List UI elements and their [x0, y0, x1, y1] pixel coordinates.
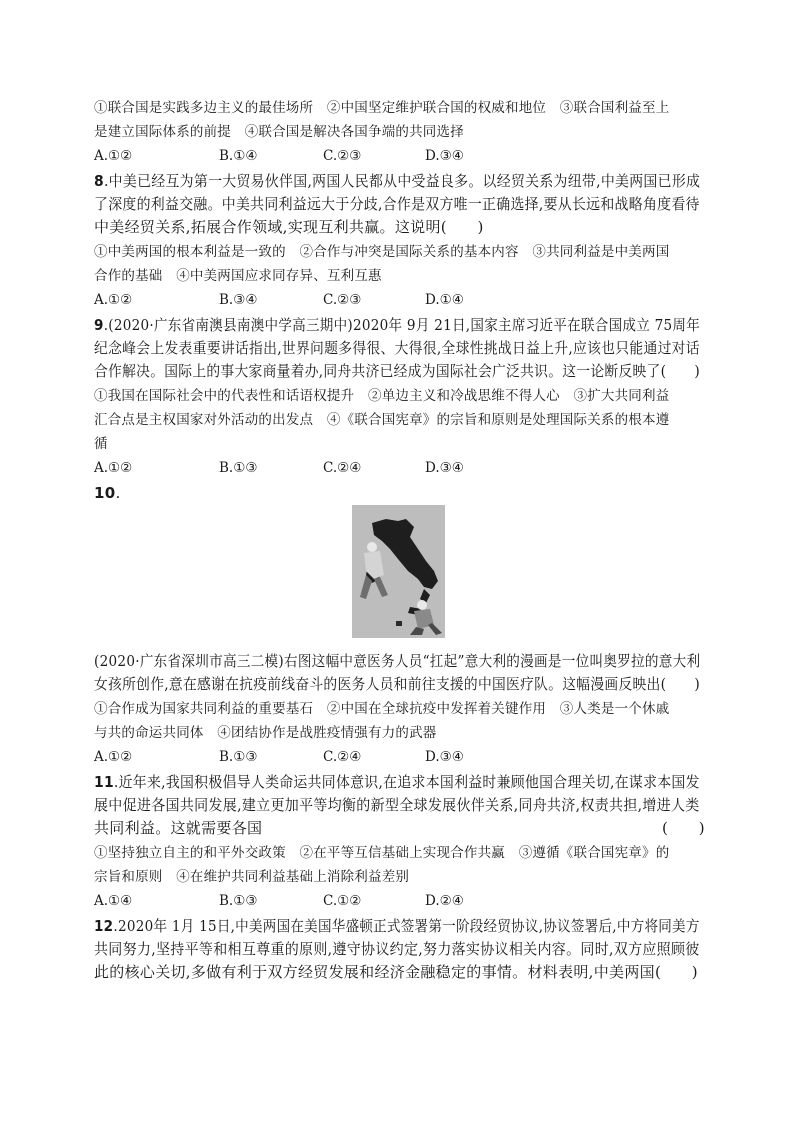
q11-statement-line-1: ①坚持独立自主的和平外交政策 ②在平等互信基础上实现合作共赢 ③遵循《联合国宪章》的 [94, 845, 670, 861]
q10-option-b[interactable]: B.①③ [219, 749, 258, 765]
italy-cartoon-illustration [352, 505, 445, 638]
q7-statement-line-1: ①联合国是实践多边主义的最佳场所 ②中国坚定维护联合国的权威和地位 ③联合国利益至上 [94, 100, 670, 116]
q8-option-c[interactable]: C.②③ [323, 292, 362, 308]
q10-stem-line-2: 女孩所创作,意在感谢在抗疫前线奋斗的医务人员和前往支援的中国医疗队。这幅漫画反映出( ) [94, 675, 700, 693]
q7-option-d[interactable]: D.③④ [425, 148, 464, 164]
q9-number: 9 [94, 316, 104, 334]
q9-statement-line-1: ①我国在国际社会中的代表性和话语权提升 ②单边主义和冷战思维不得人心 ③扩大共同利益 [94, 388, 670, 404]
q8-statement-line-2: 合作的基础 ④中美两国应求同存异、互利互惠 [94, 268, 382, 284]
q11-stem-line-1: 11.近年来,我国积极倡导人类命运共同体意识,在追求本国利益时兼顾他国合理关切,在谋求本国发 [94, 773, 700, 791]
q10-statement-line-2: 与共的命运共同体 ④团结协作是战胜疫情强有力的武器 [94, 725, 437, 741]
q11-option-c[interactable]: C.①② [323, 893, 362, 909]
q10-number: 10 [94, 484, 116, 502]
q12-stem-line-3: 此的核心关切,多做有利于双方经贸发展和经济金融稳定的事情。材料表明,中美两国( ) [94, 963, 698, 981]
q12-stem-line-1: 12.2020年 1月 15日,中美两国在美国华盛顿正式签署第一阶段经贸协议,协议签署后,中方将同美方 [94, 917, 700, 935]
q12-stem-line-2: 共同努力,坚持平等和相互尊重的原则,遵守协议约定,努力落实协议相关内容。同时,双方应照顾彼 [94, 940, 700, 958]
q8-option-d[interactable]: D.①④ [425, 292, 464, 308]
q10-option-c[interactable]: C.②④ [323, 749, 362, 765]
q8-statement-line-1: ①中美两国的根本利益是一致的 ②合作与冲突是国际关系的基本内容 ③共同利益是中美两国 [94, 244, 670, 260]
q11-option-d[interactable]: D.②④ [425, 893, 464, 909]
q10-statement-line-1: ①合作成为国家共同利益的重要基石 ②中国在全球抗疫中发挥着关键作用 ③人类是一个休戚 [94, 701, 670, 717]
q7-option-b[interactable]: B.①④ [219, 148, 258, 164]
q11-option-a[interactable]: A.①④ [94, 893, 133, 909]
q7-option-c[interactable]: C.②③ [323, 148, 362, 164]
q10-number-line: 10. [94, 484, 121, 502]
q10-stem-line-1: (2020·广东省深圳市高三二模)右图这幅中意医务人员“扛起”意大利的漫画是一位叫奥罗拉的意大利 [94, 652, 701, 670]
q9-option-d[interactable]: D.③④ [425, 460, 464, 476]
q9-stem-line-1: 9.(2020·广东省南澳县南澳中学高三期中)2020年 9月 21日,国家主席习近平在联合国成立 75周年 [94, 316, 701, 334]
q8-stem-line-3: 中美经贸关系,拓展合作领域,实现互利共赢。这说明( ) [94, 218, 484, 236]
q9-stem-line-3: 合作解决。国际上的事大家商量着办,同舟共济已经成为国际社会广泛共识。这一论断反映了( ) [94, 362, 700, 380]
q8-option-a[interactable]: A.①② [94, 292, 133, 308]
q12-number: 12 [94, 917, 114, 935]
q7-statement-line-2: 是建立国际体系的前提 ④联合国是解决各国争端的共同选择 [94, 124, 464, 140]
q7-option-a[interactable]: A.①② [94, 148, 133, 164]
q11-statement-line-2: 宗旨和原则 ④在维护共同利益基础上消除利益差别 [94, 869, 410, 885]
q9-statement-line-2: 汇合点是主权国家对外活动的出发点 ④《联合国宪章》的宗旨和原则是处理国际关系的根本遵 [94, 412, 670, 428]
q11-answer-paren: ( ) [662, 819, 705, 837]
italy-cartoon-figure [352, 505, 445, 638]
q8-option-b[interactable]: B.③④ [219, 292, 258, 308]
q8-number: 8 [94, 172, 104, 190]
q10-option-a[interactable]: A.①② [94, 749, 133, 765]
q9-statement-line-3: 循 [94, 436, 108, 452]
q8-stem-line-2: 了深度的利益交融。中美共同利益远大于分歧,合作是双方唯一正确选择,要从长远和战略角度看待 [94, 195, 700, 213]
q11-stem-line-3: 共同利益。这就需要各国 [94, 819, 263, 837]
q9-option-a[interactable]: A.①② [94, 460, 133, 476]
q11-option-b[interactable]: B.①③ [219, 893, 258, 909]
q10-option-d[interactable]: D.③④ [425, 749, 464, 765]
q8-stem-line-1: 8.中美已经互为第一大贸易伙伴国,两国人民都从中受益良多。以经贸关系为纽带,中美两国已形成 [94, 172, 701, 190]
q9-option-b[interactable]: B.①③ [219, 460, 258, 476]
q11-stem-line-2: 展中促进各国共同发展,建立更加平等均衡的新型全球发展伙伴关系,同舟共济,权责共担,增进人类 [94, 796, 700, 814]
q9-stem-line-2: 纪念峰会上发表重要讲话指出,世界问题多得很、大得很,全球性挑战日益上升,应该也只能通过对话 [94, 339, 700, 357]
q9-option-c[interactable]: C.②④ [323, 460, 362, 476]
q11-number: 11 [94, 773, 114, 791]
